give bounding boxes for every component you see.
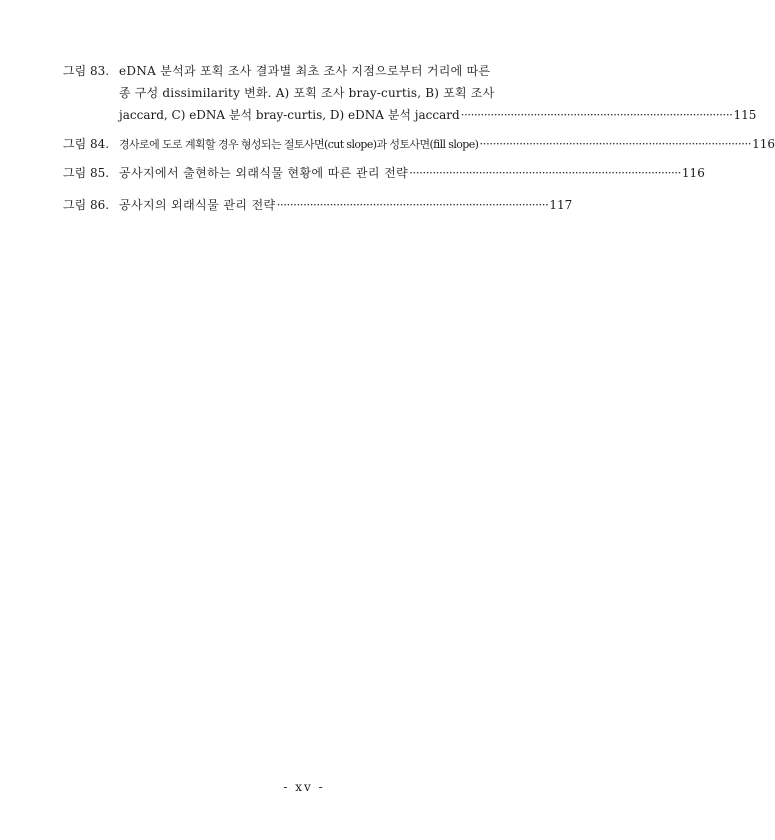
- figure-label: 그림 85.: [63, 166, 110, 180]
- dot-leader: ··················································································: [460, 108, 733, 122]
- entry-title: 공사지에서 출현하는 외래식물 현황에 따른 관리 전략: [119, 166, 409, 180]
- entry-title: 공사지의 외래식물 관리 전략: [119, 198, 276, 212]
- figure-label: 그림 84.: [63, 137, 110, 151]
- dot-leader: ··················································································: [479, 137, 752, 151]
- toc-entry-figure-86[interactable]: [63, 194, 573, 216]
- toc-entry-figure-83[interactable]: [63, 60, 757, 126]
- entry-title: 경사로에 도로 계획할 경우 형성되는 절토사면(cut slope)과 성토사면(fill slope): [119, 138, 479, 151]
- page-number: 117: [549, 198, 573, 212]
- figure-label: 그림 83.: [63, 64, 110, 78]
- toc-entry-figure-84[interactable]: [63, 133, 775, 155]
- page-footer-number: - xv -: [283, 780, 325, 794]
- figure-label: 그림 86.: [63, 198, 110, 212]
- page-number: 116: [681, 166, 705, 180]
- entry-title-line-2: 종 구성 dissimilarity 변화. A) 포획 조사 bray-curtis, B) 포획 조사: [119, 86, 495, 100]
- toc-entry-figure-85[interactable]: [63, 162, 705, 184]
- dot-leader: ··················································································: [276, 198, 549, 212]
- dot-leader: ··················································································: [409, 166, 681, 180]
- page-number: 115: [733, 108, 757, 122]
- page-number: 116: [752, 137, 775, 151]
- entry-title-line-3: jaccard, C) eDNA 분석 bray-curtis, D) eDNA 분석 jaccard: [119, 108, 460, 122]
- entry-title-line-1: eDNA 분석과 포획 조사 결과별 최초 조사 지점으로부터 거리에 따른: [119, 64, 491, 78]
